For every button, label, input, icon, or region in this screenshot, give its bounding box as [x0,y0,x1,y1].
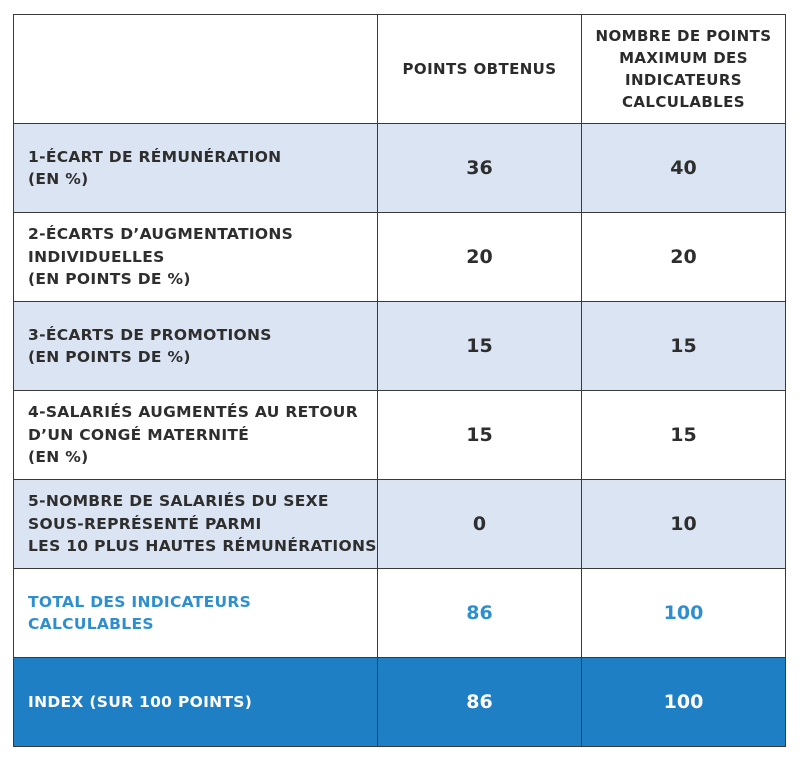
max-points-value: 10 [582,480,786,569]
row-label-line: D’UN CONGÉ MATERNITÉ [28,425,250,444]
row-label [14,302,378,391]
row-label-line: 3-ÉCARTS DE PROMOTIONS [28,325,272,344]
row-label-line: SOUS-REPRÉSENTÉ PARMI [28,514,262,533]
row-label-line: 5-NOMBRE DE SALARIÉS DU SEXE [28,492,329,511]
index-row [14,658,786,747]
index-max-points: 100 [582,658,786,747]
total-points-obtained: 86 [378,569,582,658]
row-label-line: 1-ÉCART DE RÉMUNÉRATION [28,147,282,166]
row-label-line: INDIVIDUELLES [28,247,165,266]
header-max-line-2: MAXIMUM DES [619,49,748,67]
header-max-points-label [590,25,778,113]
equality-index-table [13,14,786,747]
header-max-line-1: NOMBRE DE POINTS [595,27,772,45]
header-points-obtained [378,15,582,124]
row-label-line: (EN POINTS DE %) [28,348,191,366]
index-label-text: INDEX (SUR 100 POINTS) [28,692,253,711]
row-label-line: (EN %) [28,170,89,188]
table-header-row [14,15,786,124]
header-max-line-3: INDICATEURS [624,71,743,89]
points-obtained-value: 15 [378,391,582,480]
total-label-line: CALCULABLES [28,615,154,633]
header-max-points [582,15,786,124]
row-label-line: 2-ÉCARTS D’AUGMENTATIONS [28,225,294,244]
header-points-obtained-label: POINTS OBTENUS [402,60,557,78]
row-label [14,213,378,302]
row-label [14,391,378,480]
total-max-points: 100 [582,569,786,658]
table-row [14,480,786,569]
row-label-line: (EN %) [28,448,89,467]
row-label-line: (EN POINTS DE %) [28,270,191,289]
index-label [14,658,378,747]
row-label-line: LES 10 PLUS HAUTES RÉMUNÉRATIONS [28,537,377,556]
table-row [14,124,786,213]
row-label-line: 4-SALARIÉS AUGMENTÉS AU RETOUR [28,403,358,422]
row-label [14,480,378,569]
table-row [14,391,786,480]
header-empty-cell [14,15,378,124]
total-label-line: TOTAL DES INDICATEURS [28,592,252,611]
points-obtained-value: 0 [378,480,582,569]
table-row [14,302,786,391]
table-row [14,213,786,302]
row-label [14,124,378,213]
index-points-obtained: 86 [378,658,582,747]
points-obtained-value: 20 [378,213,582,302]
header-max-line-4: CALCULABLES [622,93,745,111]
total-row [14,569,786,658]
total-label [14,569,378,658]
points-obtained-value: 15 [378,302,582,391]
max-points-value: 15 [582,391,786,480]
max-points-value: 40 [582,124,786,213]
max-points-value: 20 [582,213,786,302]
points-obtained-value: 36 [378,124,582,213]
max-points-value: 15 [582,302,786,391]
